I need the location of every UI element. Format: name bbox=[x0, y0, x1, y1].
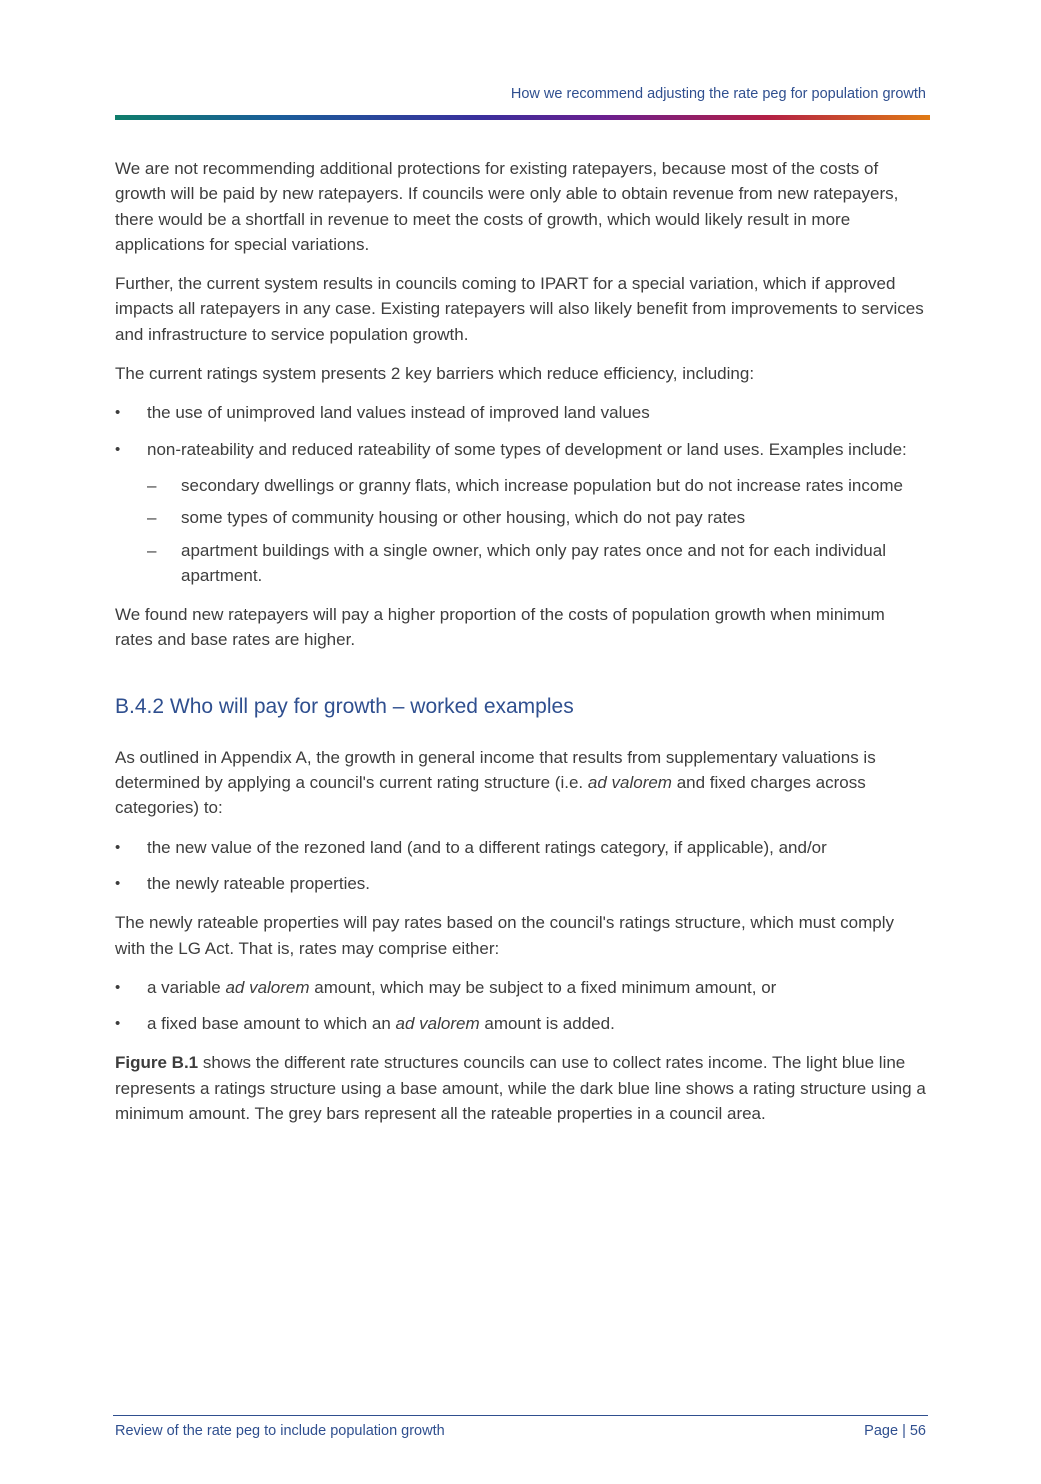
list-item bbox=[115, 871, 927, 896]
bullet-icon: • bbox=[115, 440, 121, 458]
bullet-icon: • bbox=[115, 838, 121, 856]
figure-reference: Figure B.1 bbox=[115, 1053, 199, 1073]
list-item bbox=[115, 835, 927, 860]
sublist-item bbox=[147, 538, 927, 589]
footer-rule bbox=[113, 1415, 928, 1416]
valuation-list bbox=[115, 835, 927, 897]
italic-text: ad valorem bbox=[225, 977, 310, 997]
sublist-item-text: apartment buildings with a single owner, which only pay rates once and not for each individual apartment. bbox=[181, 540, 886, 585]
paragraph-appendix-a bbox=[115, 745, 927, 821]
bullet-icon: • bbox=[115, 1015, 121, 1033]
text-segment: a variable bbox=[147, 977, 226, 997]
list-item bbox=[115, 975, 927, 1000]
list-item bbox=[115, 437, 927, 588]
paragraph-figure-reference bbox=[115, 1050, 927, 1126]
paragraph-current-system: Further, the current system results in councils coming to IPART for a special variation, which if approved impacts all ratepayers in any case. Existing ratepayers will also likely benefit from improvements to services and infrastructure to service population growth. bbox=[115, 274, 924, 344]
italic-text: ad valorem bbox=[395, 1014, 480, 1034]
paragraph-key-barriers: The current ratings system presents 2 key barriers which reduce efficiency, including: bbox=[115, 364, 755, 384]
footer-document-title: Review of the rate peg to include population growth bbox=[115, 1423, 445, 1439]
list-item-text: the new value of the rezoned land (and to a different ratings category, if applicable), and/or bbox=[147, 837, 827, 857]
bullet-icon: • bbox=[115, 404, 121, 422]
sublist-item-text: some types of community housing or other housing, which do not pay rates bbox=[181, 508, 746, 528]
examples-sublist bbox=[147, 473, 927, 588]
dash-icon: – bbox=[147, 508, 157, 528]
list-item-text: the use of unimproved land values instead of improved land values bbox=[147, 403, 650, 423]
bullet-icon: • bbox=[115, 978, 121, 996]
list-item bbox=[115, 1011, 927, 1036]
page-number: Page | 56 bbox=[864, 1423, 926, 1439]
page-header-title: How we recommend adjusting the rate peg for population growth bbox=[510, 86, 926, 102]
text-segment: shows the different rate structures councils can use to collect rates income. The light blue line represents a ratings structure using a base amount, while the dark blue line shows a rating structure using a minimum amount. The grey bars represent all the rateable properties in a council area. bbox=[115, 1053, 926, 1124]
dash-icon: – bbox=[147, 475, 157, 495]
italic-text: ad valorem bbox=[587, 773, 672, 793]
list-item-text: the newly rateable properties. bbox=[147, 873, 371, 893]
list-item-text: non-rateability and reduced rateability of some types of development or land uses. Examples include: bbox=[147, 439, 907, 459]
paragraph-additional-protections: We are not recommending additional protections for existing ratepayers, because most of the costs of growth will be paid by new ratepayers. If councils were only able to obtain revenue from new ratepayers, there would be a shortfall in revenue to meet the costs of growth, which would likely result in more applications for special variations. bbox=[115, 159, 899, 254]
text-segment: amount is added. bbox=[479, 1014, 615, 1034]
text-segment: a fixed base amount to which an bbox=[147, 1014, 396, 1034]
barriers-list bbox=[115, 400, 927, 588]
list-item bbox=[115, 400, 927, 425]
text-segment: amount, which may be subject to a fixed minimum amount, or bbox=[309, 977, 777, 997]
sublist-item bbox=[147, 473, 927, 498]
rate-options-list bbox=[115, 975, 927, 1037]
section-heading: B.4.2 Who will pay for growth – worked examples bbox=[115, 694, 574, 718]
sublist-item bbox=[147, 505, 927, 530]
sublist-item-text: secondary dwellings or granny flats, which increase population but do not increase rates income bbox=[181, 475, 903, 495]
paragraph-new-ratepayers: We found new ratepayers will pay a higher proportion of the costs of population growth when minimum rates and base rates are higher. bbox=[115, 605, 885, 650]
paragraph-newly-rateable: The newly rateable properties will pay rates based on the council's ratings structure, which must comply with the LG Act. That is, rates may comprise either: bbox=[115, 913, 894, 958]
text-segment: As outlined in Appendix A, the growth in general income that results from supplementary valuations is determined by applying a council's current rating structure (i.e. bbox=[115, 747, 876, 793]
header-gradient-rule bbox=[115, 115, 930, 120]
bullet-icon: • bbox=[115, 874, 121, 892]
dash-icon: – bbox=[147, 540, 157, 560]
text-segment: and fixed charges across categories) to: bbox=[115, 773, 866, 818]
document-body bbox=[115, 156, 927, 1140]
